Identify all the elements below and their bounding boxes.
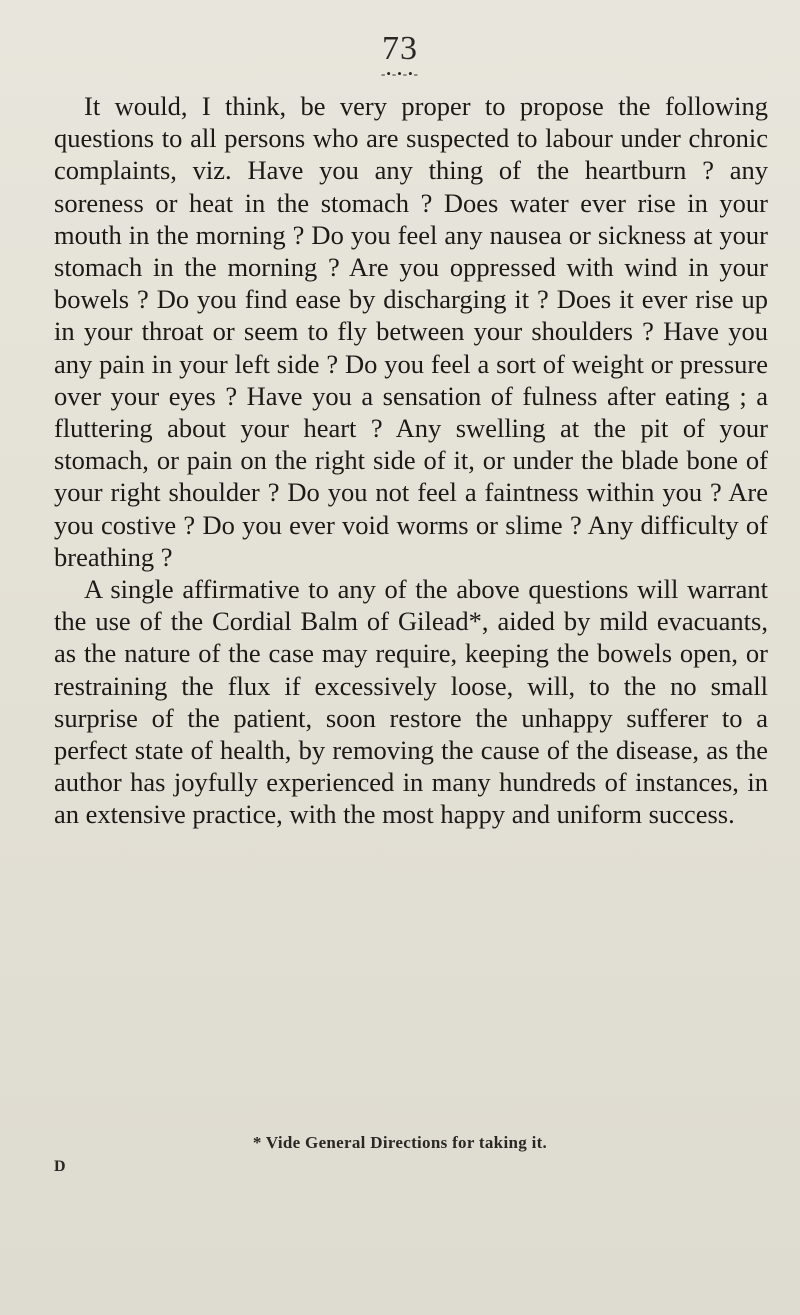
signature-mark: D bbox=[54, 1158, 66, 1175]
footnote: * Vide General Directions for taking it. bbox=[252, 1133, 548, 1152]
paragraph-questions: It would, I think, be very proper to propose the following questions to all persons who are suspected to labour under chronic complaints, viz. Have you any thing of the heartburn ? any soreness or heat in the stomach ? Does water ever rise in your mouth in the morning ? Do you feel any nausea or sickness at your stomach in the morning ? Are you oppressed with wind in your bowels ? Do you find ease by discharging it ? Does it ever rise up in your throat or seem to fly between your shoulders ? Have you any pain in your left side ? Do you feel a sort of weight or pressure over your eyes ? Have you a sensation of fulness after eating ; a fluttering about your heart ? Any swelling at the pit of your stomach, or pain on the right side of it, or under the blade bone of your right shoulder ? Do you not feel a faintness within you ? Are you costive ? Do you ever void worms or slime ? Any difficulty of breathing ? bbox=[54, 91, 768, 572]
body-text bbox=[54, 90, 768, 831]
page-number: 73 bbox=[382, 30, 418, 67]
header-ornament: -•-•-•- bbox=[381, 66, 419, 81]
paragraph-remedy: A single affirmative to any of the above questions will warrant the use of the Cordial Balm of Gilead*, aided by mild evacuants, as the nature of the case may require, keeping the bowels open, or restraining the flux if excessively loose, will, to the no small surprise of the patient, soon restore the unhappy sufferer to a perfect state of health, by removing the cause of the disease, as the author has joyfully experienced in many hundreds of instances, in an extensive practice, with the most happy and uniform success. bbox=[54, 574, 768, 830]
